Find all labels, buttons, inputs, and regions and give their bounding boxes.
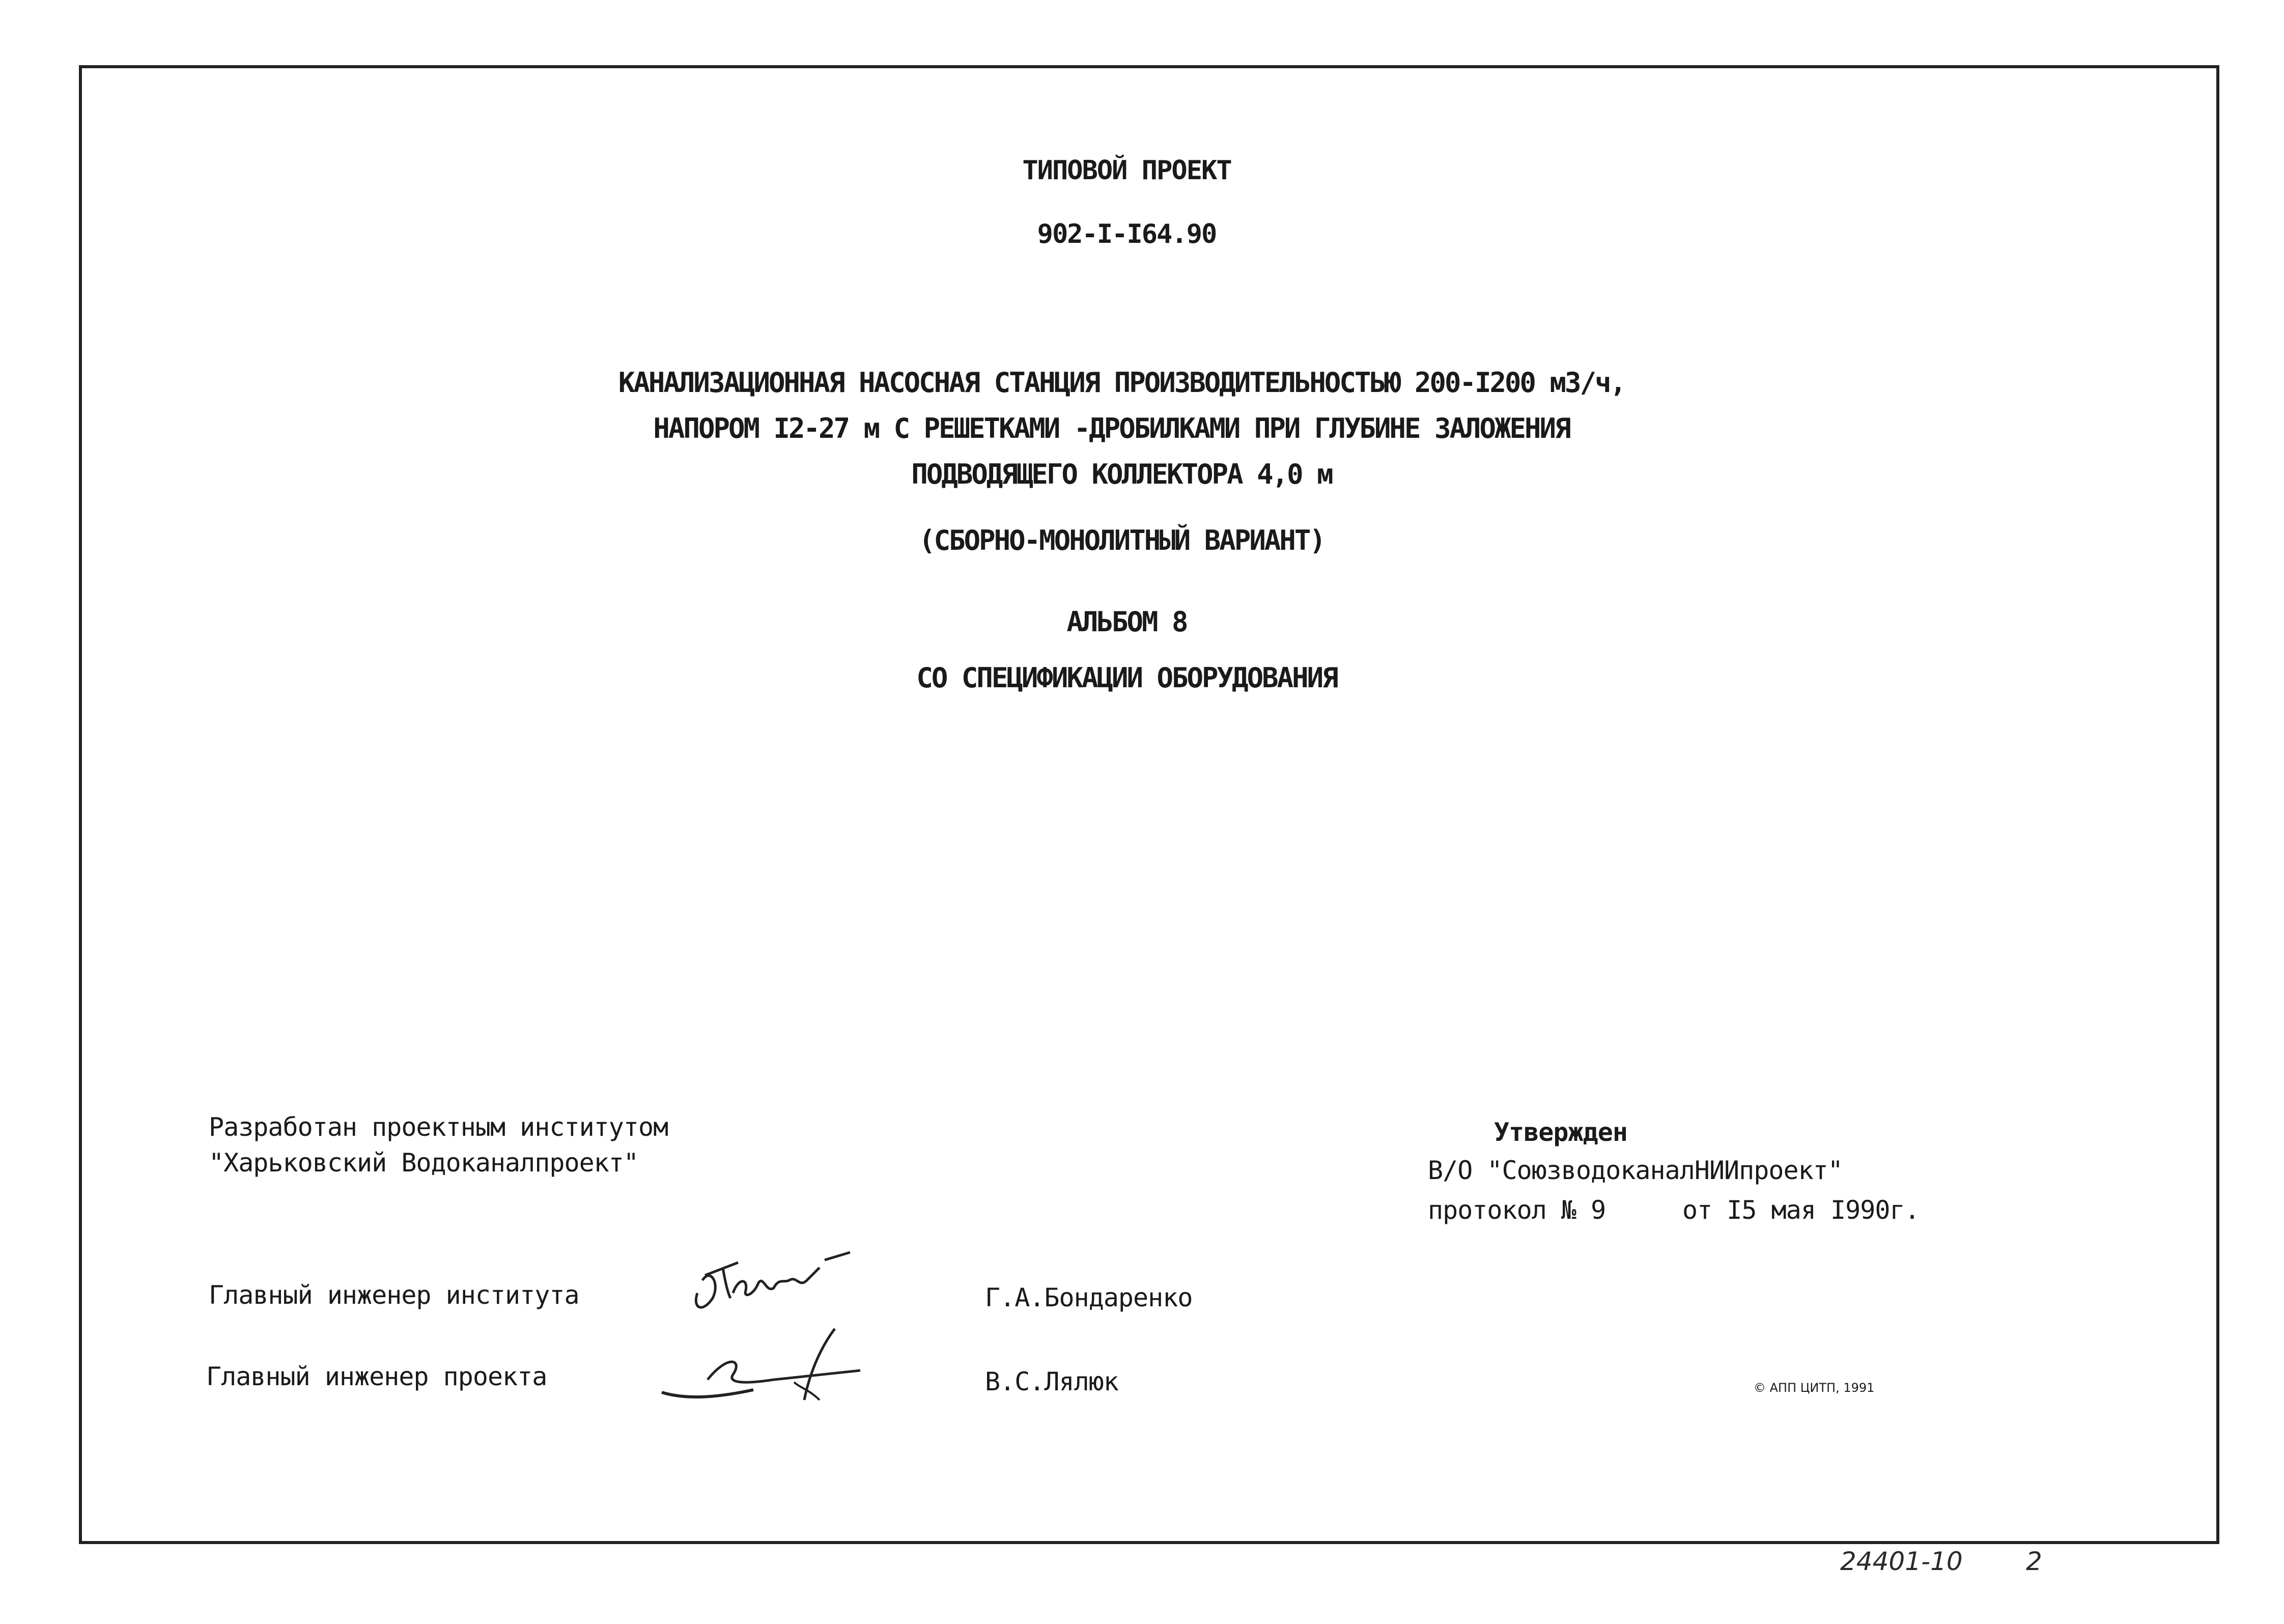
approval-protocol: протокол № 9 xyxy=(1428,1195,1606,1225)
variant-label: (СБОРНО-МОНОЛИТНЫЙ ВАРИАНТ) xyxy=(919,524,1324,556)
chief-engineer-project-role: Главный инженер проекта xyxy=(206,1362,547,1391)
approval-date: от I5 мая I990г. xyxy=(1682,1195,1920,1225)
title-line-2: НАПОРОМ I2-27 м С РЕШЕТКАМИ -ДРОБИЛКАМИ ПРИ ГЛУБИНЕ ЗАЛОЖЕНИЯ xyxy=(653,412,1570,444)
album-label: АЛЬБОМ 8 xyxy=(1066,606,1187,638)
approval-label: Утвержден xyxy=(1494,1117,1627,1147)
developer-line-1: Разработан проектным институтом xyxy=(209,1112,668,1142)
project-type-heading: ТИПОВОЙ ПРОЕКТ xyxy=(1022,155,1231,186)
album-subject: СО СПЕЦИФИКАЦИИ ОБОРУДОВАНИЯ xyxy=(916,662,1337,694)
chief-engineer-institute-name: Г.А.Бондаренко xyxy=(985,1283,1193,1312)
project-number: 902-I-I64.90 xyxy=(1037,219,1217,249)
signature-lyalyuk xyxy=(657,1324,881,1415)
approval-org: В/О "СоюзводоканалНИИпроект" xyxy=(1428,1156,1843,1185)
copyright-notice: © АПП ЦИТП, 1991 xyxy=(1754,1381,1875,1395)
document-code: 24401-10 xyxy=(1840,1547,1963,1576)
sheet-number: 2 xyxy=(2026,1547,2042,1576)
developer-line-2: "Харьковский Водоканалпроект" xyxy=(209,1148,638,1178)
title-line-1: КАНАЛИЗАЦИОННАЯ НАСОСНАЯ СТАНЦИЯ ПРОИЗВОДИТЕЛЬНОСТЬЮ 200-I200 м3/ч, xyxy=(618,367,1625,399)
title-line-3: ПОДВОДЯЩЕГО КОЛЛЕКТОРА 4,0 м xyxy=(911,458,1332,490)
page-border-frame xyxy=(79,65,2219,1544)
chief-engineer-institute-role: Главный инженер института xyxy=(209,1280,579,1310)
signature-bondarenko xyxy=(682,1232,865,1319)
chief-engineer-project-name: В.С.Лялюк xyxy=(985,1367,1118,1396)
